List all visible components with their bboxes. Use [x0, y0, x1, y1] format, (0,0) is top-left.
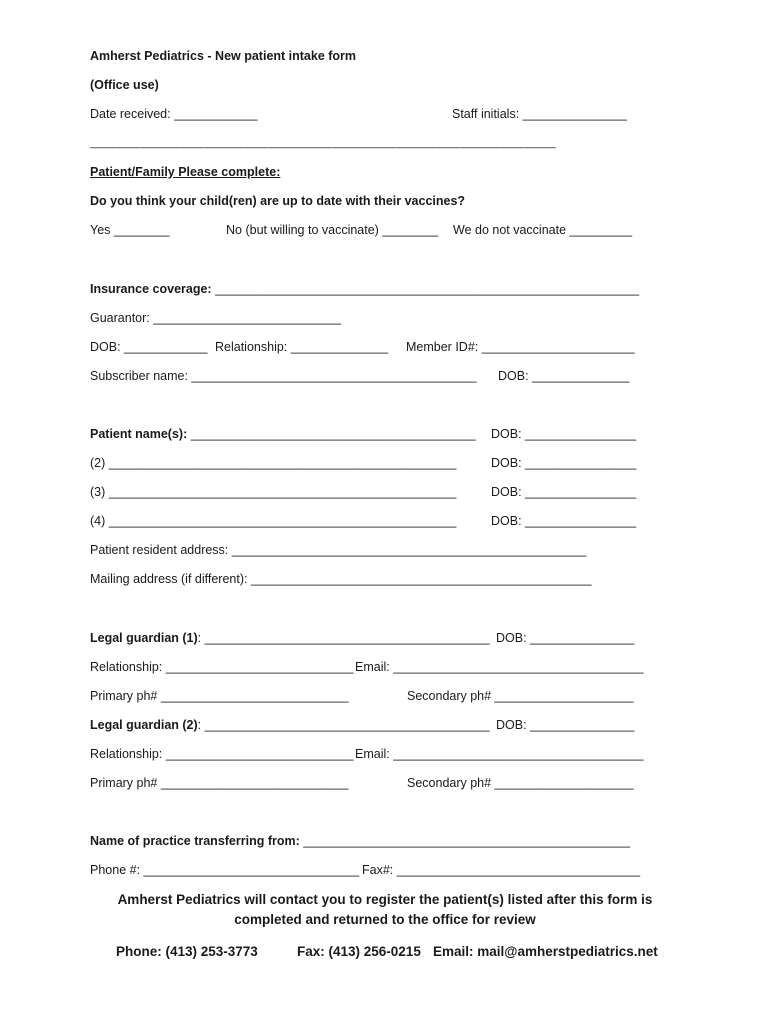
insurance-relationship-field[interactable]: Relationship: ______________ [215, 340, 389, 354]
guardian-1-label: Legal guardian (1) [90, 631, 198, 645]
subscriber-name-field[interactable]: Subscriber name: _________________________________________ [90, 369, 477, 383]
insurance-blank[interactable]: _____________________________________________________________ [211, 282, 640, 296]
guardian-1-relationship-field[interactable]: Relationship: ___________________________ [90, 660, 354, 674]
insurance-coverage-field[interactable] [90, 281, 639, 297]
guardian-1-secondary-phone-field[interactable]: Secondary ph# ____________________ [407, 689, 634, 703]
guardian-1-blank[interactable]: : _________________________________________ [197, 631, 490, 645]
section-divider: ________________________________________________________________________________ [90, 137, 556, 149]
guardian-2-primary-phone-field[interactable]: Primary ph# ___________________________ [90, 776, 349, 790]
guardian-1-name-field[interactable] [90, 630, 490, 646]
patient-3-field[interactable]: (3) __________________________________________________ [90, 485, 457, 499]
practice-label: Name of practice transferring from: [90, 834, 300, 848]
guardian-1-dob-field[interactable]: DOB: _______________ [496, 631, 635, 645]
guardian-2-secondary-phone-field[interactable]: Secondary ph# ____________________ [407, 776, 634, 790]
guardian-2-relationship-field[interactable]: Relationship: ___________________________ [90, 747, 354, 761]
staff-initials-field[interactable]: Staff initials: _______________ [452, 107, 627, 121]
subscriber-dob-field[interactable]: DOB: ______________ [498, 369, 630, 383]
date-received-field[interactable]: Date received: ____________ [90, 107, 258, 121]
practice-phone-field[interactable]: Phone #: _______________________________ [90, 863, 360, 877]
vaccine-question: Do you think your child(ren) are up to date with their vaccines? [90, 194, 466, 208]
patient-names-label: Patient name(s): [90, 427, 188, 441]
practice-fax-field[interactable]: Fax#: ___________________________________ [362, 863, 641, 877]
member-id-field[interactable]: Member ID#: ______________________ [406, 340, 635, 354]
patient-names-field[interactable] [90, 426, 476, 442]
closing-note-line-1: Amherst Pediatrics will contact you to register the patient(s) listed after this form is [117, 892, 653, 907]
practice-blank[interactable]: _______________________________________________ [299, 834, 630, 848]
insurance-label: Insurance coverage: [90, 282, 212, 296]
guardian-2-blank[interactable]: : _________________________________________ [197, 718, 490, 732]
resident-address-field[interactable]: Patient resident address: ___________________________________________________ [90, 543, 587, 557]
form-title: Amherst Pediatrics - New patient intake form [90, 49, 357, 63]
patient-4-dob-field[interactable]: DOB: ________________ [491, 514, 637, 528]
guardian-2-email-field[interactable]: Email: ____________________________________ [355, 747, 644, 761]
guardian-2-name-field[interactable] [90, 717, 490, 733]
patient-1-dob-field[interactable]: DOB: ________________ [491, 427, 637, 441]
patient-2-field[interactable]: (2) __________________________________________________ [90, 456, 457, 470]
mailing-address-field[interactable]: Mailing address (if different): _________________________________________________ [90, 572, 592, 586]
guardian-2-dob-field[interactable]: DOB: _______________ [496, 718, 635, 732]
patient-names-blank[interactable]: _________________________________________ [187, 427, 476, 441]
guardian-2-label: Legal guardian (2) [90, 718, 198, 732]
office-use-label: (Office use) [90, 78, 159, 92]
footer-phone: Phone: (413) 253-3773 [116, 944, 258, 959]
footer-email[interactable]: Email: mail@amherstpediatrics.net [433, 944, 658, 959]
insurance-dob-field[interactable]: DOB: ____________ [90, 340, 208, 354]
footer-fax: Fax: (413) 256-0215 [297, 944, 421, 959]
practice-name-field[interactable] [90, 833, 630, 849]
patient-4-field[interactable]: (4) __________________________________________________ [90, 514, 457, 528]
vaccine-yes-field[interactable]: Yes ________ [90, 223, 170, 237]
vaccine-no-field[interactable]: No (but willing to vaccinate) ________ [226, 223, 438, 237]
guardian-1-email-field[interactable]: Email: ____________________________________ [355, 660, 644, 674]
patient-2-dob-field[interactable]: DOB: ________________ [491, 456, 637, 470]
patient-3-dob-field[interactable]: DOB: ________________ [491, 485, 637, 499]
closing-note-line-2: completed and returned to the office for review [234, 912, 536, 927]
guardian-1-primary-phone-field[interactable]: Primary ph# ___________________________ [90, 689, 349, 703]
patient-family-heading: Patient/Family Please complete: [90, 165, 281, 179]
guarantor-field[interactable]: Guarantor: ___________________________ [90, 311, 341, 325]
vaccine-do-not-field[interactable]: We do not vaccinate _________ [453, 223, 633, 237]
